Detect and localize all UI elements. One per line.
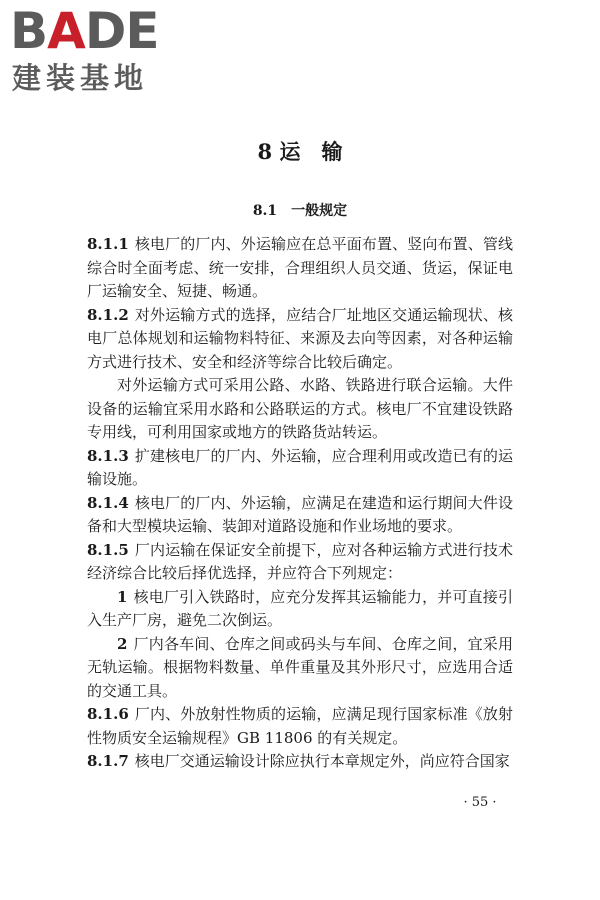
- clause-8-1-6: [87, 703, 513, 750]
- document-body: [87, 233, 513, 774]
- clause-8-1-7: [87, 750, 513, 774]
- clause-text: 厂内运输在保证安全前提下，应对各种运输方式进行技术经济综合比较后择优选择，并应符合下列规定：: [87, 540, 513, 582]
- item-number: 1: [117, 587, 128, 606]
- logo-subtitle: 建装基地: [12, 61, 149, 95]
- logo-letter-b: B: [10, 2, 48, 60]
- clause-text: 核电厂的厂内、外运输应在总平面布置、竖向布置、管线综合时全面考虑、统一安排，合理组织人员交通、货运，保证电厂运输安全、短捷、畅通。: [87, 235, 513, 300]
- clause-number: 8.1.3: [87, 446, 129, 465]
- clause-number: 8.1.2: [87, 305, 129, 324]
- section-title: 8.1 一般规定: [252, 203, 348, 219]
- clause-text: 厂内、外放射性物质的运输，应满足现行国家标准《放射性物质安全运输规程》GB 11806 的有关规定。: [87, 705, 513, 747]
- clause-8-1-2: [87, 304, 513, 375]
- chapter-title: 8 运 输: [257, 139, 343, 164]
- clause-8-1-3: [87, 445, 513, 492]
- logo-wordmark: [10, 4, 159, 58]
- bade-logo: [10, 4, 180, 94]
- clause-8-1-1: [87, 233, 513, 304]
- clause-text: 对外运输方式的选择，应结合厂址地区交通运输现状、核电厂总体规划和运输物料特征、来源及去向等因素，对各种运输方式进行技术、安全和经济等综合比较后确定。: [87, 305, 513, 371]
- clause-text: 核电厂交通运输设计除应执行本章规定外，尚应符合国家: [134, 752, 510, 770]
- clause-8-1-5-item-1: [87, 586, 513, 633]
- clause-8-1-5-item-2: [87, 633, 513, 704]
- logo-letter-a-accent: A: [47, 2, 85, 60]
- clause-text: 核电厂的厂内、外运输，应满足在建造和运行期间大件设备和大型模块运输、装卸对道路设施和作业场地的要求。: [87, 493, 513, 535]
- clause-number: 8.1.1: [87, 235, 129, 253]
- clause-number: 8.1.6: [87, 705, 129, 723]
- logo-letters-de: DE: [84, 2, 159, 60]
- page-number: · 55 ·: [463, 795, 497, 810]
- clause-number: 8.1.5: [87, 540, 129, 559]
- clause-text: 对外运输方式可采用公路、水路、铁路进行联合运输。大件设备的运输宜采用水路和公路联运的方式。核电厂不宜建设铁路专用线，可利用国家或地方的铁路货站转运。: [87, 376, 513, 441]
- item-text: 核电厂引入铁路时，应充分发挥其运输能力，并可直接引入生产厂房，避免二次倒运。: [87, 587, 513, 629]
- item-text: 厂内各车间、仓库之间或码头与车间、仓库之间，宜采用无轨运输。根据物料数量、单件重量及其外形尺寸，应选用合适的交通工具。: [87, 634, 513, 700]
- item-number: 2: [117, 634, 128, 653]
- clause-number: 8.1.4: [87, 493, 129, 512]
- clause-8-1-5: [87, 539, 513, 586]
- clause-text: 扩建核电厂的厂内、外运输，应合理利用或改造已有的运输设施。: [87, 446, 513, 488]
- clause-8-1-2-paragraph-2: [87, 374, 513, 445]
- clause-8-1-4: [87, 492, 513, 539]
- clause-number: 8.1.7: [87, 752, 129, 770]
